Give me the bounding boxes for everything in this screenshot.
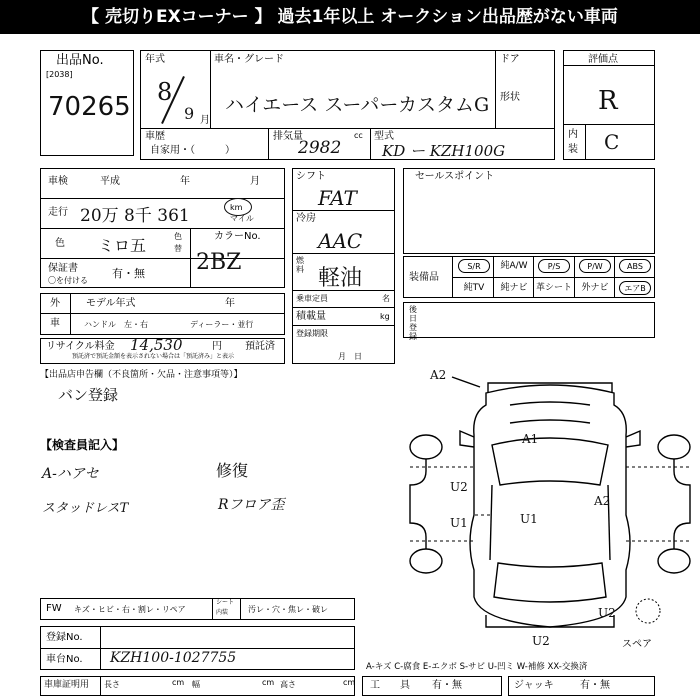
- warranty-label: 保証書: [48, 263, 78, 274]
- year-value: 8: [157, 78, 173, 106]
- seat-label-2: 内装: [216, 609, 229, 616]
- shift-label: シフト: [296, 171, 326, 182]
- import-label-1: 外: [50, 298, 60, 309]
- expiry-label: 登録期限: [296, 329, 328, 338]
- reg-no-label: 登録No.: [46, 632, 83, 643]
- equipment-item: P/W: [579, 259, 611, 273]
- mark-u1-left: U1: [450, 516, 468, 530]
- mark-u2-left: U2: [450, 480, 468, 494]
- year-label: 年式: [145, 54, 165, 65]
- grade-label: 評価点: [588, 54, 618, 65]
- car-name: ハイエース スーパーカスタムG: [225, 94, 490, 116]
- color-no-label: カラーNo.: [214, 231, 261, 242]
- interior-label-2: 装: [568, 144, 578, 155]
- color-value: ミロ五: [98, 236, 147, 255]
- damage-legend: A-キズ C-腐食 E-エクボ S-サビ U-凹ミ W-補修 XX-交換済: [366, 662, 588, 672]
- fw-options: キズ・ヒビ・右・割レ・リペア: [74, 605, 186, 614]
- mark-a1: A1: [522, 432, 539, 446]
- grade-score: R: [598, 86, 618, 116]
- fuel-label: 燃料: [296, 256, 304, 274]
- load-label: 積載量: [296, 311, 326, 322]
- seller-declaration-note: バン登録: [58, 386, 119, 404]
- width-label: 幅: [192, 680, 200, 689]
- model-year-unit: 年: [225, 298, 235, 309]
- handle-options: ハンドル 左・右: [84, 320, 148, 329]
- tools-label: 工 具: [370, 680, 410, 691]
- interior-value: C: [604, 130, 620, 154]
- inspector-note-4: Rフロア歪: [218, 497, 285, 513]
- year-month-value: 9: [184, 104, 195, 123]
- inspection-year-unit: 年: [180, 176, 190, 187]
- jack-label: ジャッキ: [514, 680, 554, 691]
- spec-use: 自家用・（ ）: [150, 145, 235, 156]
- spare-label: スペア: [622, 639, 652, 650]
- lot-label: 出品No.: [56, 53, 104, 68]
- model-value: KD ー KZH100G: [382, 142, 506, 160]
- color-label: 色: [55, 238, 65, 249]
- displacement-value: 2982: [298, 138, 342, 158]
- equipment-item: 革シート: [535, 283, 572, 293]
- mark-u2-bottom: U2: [532, 634, 550, 648]
- fuel-value: 軽油: [318, 266, 363, 291]
- lot-number: 70265: [48, 92, 131, 122]
- mileage-label: 走行: [48, 207, 68, 218]
- equipment-label: 装備品: [409, 272, 439, 283]
- height-label: 高さ: [280, 680, 296, 689]
- displacement-label: 排気量: [273, 131, 303, 142]
- interior-label-1: 内: [568, 129, 578, 140]
- recycle-value: 14,530: [130, 336, 183, 354]
- recycle-deposit: 預託済: [245, 341, 275, 352]
- jack-value: 有・無: [580, 680, 610, 691]
- mark-u1-center: U1: [520, 512, 538, 526]
- recycle-label: リサイクル料金: [46, 341, 115, 352]
- seat-options: 汚レ・穴・焦レ・破レ: [248, 605, 328, 614]
- mileage-value: 20万 8千 361: [80, 206, 190, 226]
- rear-reg-box: [403, 302, 655, 338]
- displacement-cc: cc: [354, 131, 363, 140]
- equipment-item: ABS: [619, 259, 651, 273]
- equipment-item: 純ナビ: [500, 283, 528, 293]
- chassis-no-label: 車台No.: [46, 654, 83, 665]
- mark-a2-top: A2: [430, 368, 447, 382]
- lot-small-code: [2038]: [46, 70, 73, 79]
- mark-u2-right: U2: [598, 606, 616, 620]
- garage-cert-label: 車庫証明用: [44, 680, 90, 690]
- seat-label-1: シート: [216, 599, 235, 606]
- warranty-value: 有・無: [112, 267, 145, 280]
- recycle-yen: 円: [212, 341, 222, 352]
- warranty-note: 〇を付ける: [48, 276, 88, 285]
- seller-declaration-label: 【出品店申告欄（不良箇所・欠品・注意事項等）】: [40, 370, 243, 380]
- mark-a2-right: A2: [594, 494, 611, 508]
- car-door-label: ドア: [500, 54, 520, 65]
- inspector-label: 【検査員記入】: [40, 438, 125, 452]
- equipment-item: 外ナビ: [581, 283, 609, 293]
- ac-label: 冷房: [296, 213, 316, 224]
- inspection-heisei: 平成: [100, 176, 120, 187]
- equipment-item: P/S: [538, 259, 570, 273]
- model-year-label: モデル年式: [86, 298, 136, 309]
- equipment-item: エアB: [619, 281, 651, 295]
- chassis-no-value: KZH100-1027755: [110, 650, 237, 666]
- shift-value: FAT: [318, 186, 357, 210]
- vehicle-damage-diagram: [400, 365, 700, 665]
- sales-point-label: セールスポイント: [415, 171, 495, 182]
- color-change-label-2: 替: [174, 244, 182, 253]
- expiry-unit: 月 日: [338, 352, 362, 361]
- header-title: 【 売切りEXコーナー 】 過去1年以上 オークション出品歴がない車両: [82, 7, 618, 27]
- width-unit: cm: [262, 678, 275, 687]
- ac-value: AAC: [318, 229, 363, 253]
- length-label: 長さ: [104, 680, 120, 689]
- capacity-unit: 名: [382, 294, 390, 303]
- inspector-note-3: 修復: [216, 461, 249, 480]
- tools-value: 有・無: [432, 680, 462, 691]
- color-no-value: 2BZ: [196, 250, 242, 275]
- year-month-unit: 月: [200, 115, 210, 126]
- inspection-month-unit: 月: [250, 176, 260, 187]
- mileage-km: km: [230, 203, 243, 212]
- mileage-km-circle: [224, 198, 252, 216]
- capacity-label: 乗車定員: [296, 294, 328, 303]
- recycle-note: 預託済で預託金額を表示されない場合は「預託済み」と表示: [72, 353, 235, 360]
- inspector-note-1: A-ハアセ: [42, 466, 99, 482]
- car-shape-label: 形状: [500, 92, 520, 103]
- import-label-2: 車: [50, 318, 60, 329]
- dealer-options: ディーラー・並行: [190, 320, 254, 329]
- load-unit: kg: [380, 312, 390, 321]
- height-unit: cm: [343, 678, 356, 687]
- mileage-mile: マイル: [230, 214, 254, 223]
- equipment-item: 純TV: [463, 283, 485, 293]
- equipment-item: 純A/W: [500, 261, 528, 271]
- model-label: 型式: [374, 131, 394, 142]
- fw-label: FW: [46, 603, 62, 614]
- car-name-label: 車名・グレード: [214, 54, 284, 65]
- inspection-label: 車検: [48, 176, 68, 187]
- spec-history-label: 車歴: [145, 131, 165, 142]
- inspector-note-2: スタッドレスT: [42, 501, 129, 516]
- equipment-item: S/R: [458, 259, 490, 273]
- length-unit: cm: [172, 678, 185, 687]
- color-change-label-1: 色: [174, 232, 182, 241]
- rear-reg-label: 後日登録: [409, 305, 417, 341]
